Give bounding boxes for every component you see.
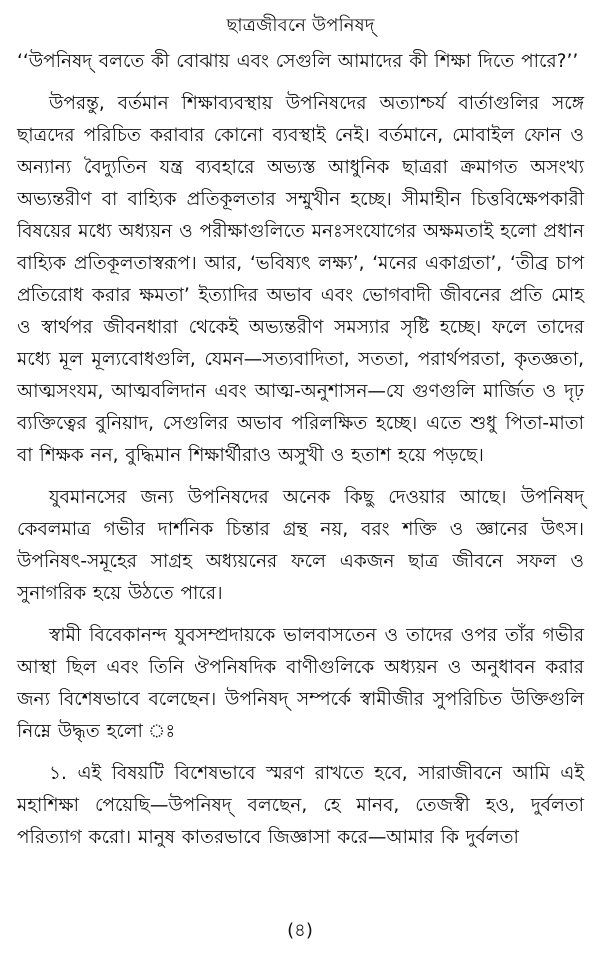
page-number: (৪) (287, 920, 313, 941)
running-title: ছাত্রজীবনে উপনিষদ্ (226, 15, 375, 36)
paragraph-swami-vivekananda: স্বামী বিবেকানন্দ যুবসম্প্রদায়কে ভালবাসতেন ও তাদের ওপর তাঁর গভীর আস্থা ছিল এবং তিনি ঔপনিষদিক বাণীগুলিকে অধ্যয়ন ও অনুধাবন করার জন্য বিশেষভাবে বলেছেন। উপনিষদ্ সম্পর্কে স্বামীজীর সুপরিচিত উক্তিগুলি নিম্নে উদ্ধৃত হলো ঃ (17, 625, 584, 742)
opening-question: ‘‘উপনিষদ্ বলতে কী বোঝায় এবং সেগুলি আমাদের কী শিক্ষা দিতে পারে?’’ (17, 51, 579, 72)
paragraph-upanishad-for-youth: যুবমানসের জন্য উপনিষদের অনেক কিছু দেওয়ার আছে। উপনিষদ্ কেবলমাত্র গভীর দার্শনিক চিন্তার গ্রন্থ নয়, বরং শক্তি ও জ্ঞানের উৎস। উপনিষৎ-সমূহের সাগ্রহ অধ্যয়নের ফলে একজন ছাত্র জীবনে সফল ও সুনাগরিক হয়ে উঠতে পারে। (17, 487, 584, 604)
paragraph-quote-1: ১. এই বিষয়টি বিশেষভাবে স্মরণ রাখতে হবে, সারাজীবনে আমি এই মহাশিক্ষা পেয়েছি—উপনিষদ্ বলছেন, হে মানব, তেজস্বী হও, দুর্বলতা পরিত্যাগ করো। মানুষ কাতরভাবে জিজ্ঞাসা করে—আমার কি দুর্বলতা (17, 763, 584, 848)
paragraph-education-problems: উপরন্তু, বর্তমান শিক্ষাব্যবস্থায় উপনিষদের অত্যাশ্চর্য বার্তাগুলির সঙ্গে ছাত্রদের পরিচিত করাবার কোনো ব্যবস্থাই নেই। বর্তমানে, মোবাইল ফোন ও অন্যান্য বৈদ্যুতিন যন্ত্র ব্যবহারে অভ্যস্ত আধুনিক ছাত্ররা ক্রমাগত অসংখ্য অভ্যন্তরীণ বা বাহ্যিক প্রতিকূলতার সম্মুখীন হচ্ছে। সীমাহীন চিত্তবিক্ষেপকারী বিষয়ের মধ্যে অধ্যয়ন ও পরীক্ষাগুলিতে মনঃসংযোগের অক্ষমতাই হলো প্রধান বাহ্যিক প্রতিকূলতাস্বরূপ। আর, ‘ভবিষ্যৎ লক্ষ্য’, ‘মনের একাগ্রতা’, ‘তীব্র চাপ প্রতিরোধ করার ক্ষমতা’ ইত্যাদির অভাব এবং ভোগবাদী জীবনের প্রতি মোহ ও স্বার্থপর জীবনধারা থেকেই অভ্যন্তরীণ সমস্যার সৃষ্টি হচ্ছে। ফলে তাদের মধ্যে মূল মূল্যবোধগুলি, যেমন—সত্যবাদিতা, সততা, পরার্থপরতা, কৃতজ্ঞতা, আত্মসংযম, আত্মবলিদান এবং আত্ম-অনুশাসন—যে গুণগুলি মার্জিত ও দৃঢ় ব্যক্তিত্বের বুনিয়াদ, সেগুলির অভাব পরিলক্ষিত হচ্ছে। এতে শুধু পিতা-মাতা বা শিক্ষক নন, বুদ্ধিমান শিক্ষার্থীরাও অসুখী ও হতাশ হয়ে পড়ছে। (17, 93, 585, 466)
